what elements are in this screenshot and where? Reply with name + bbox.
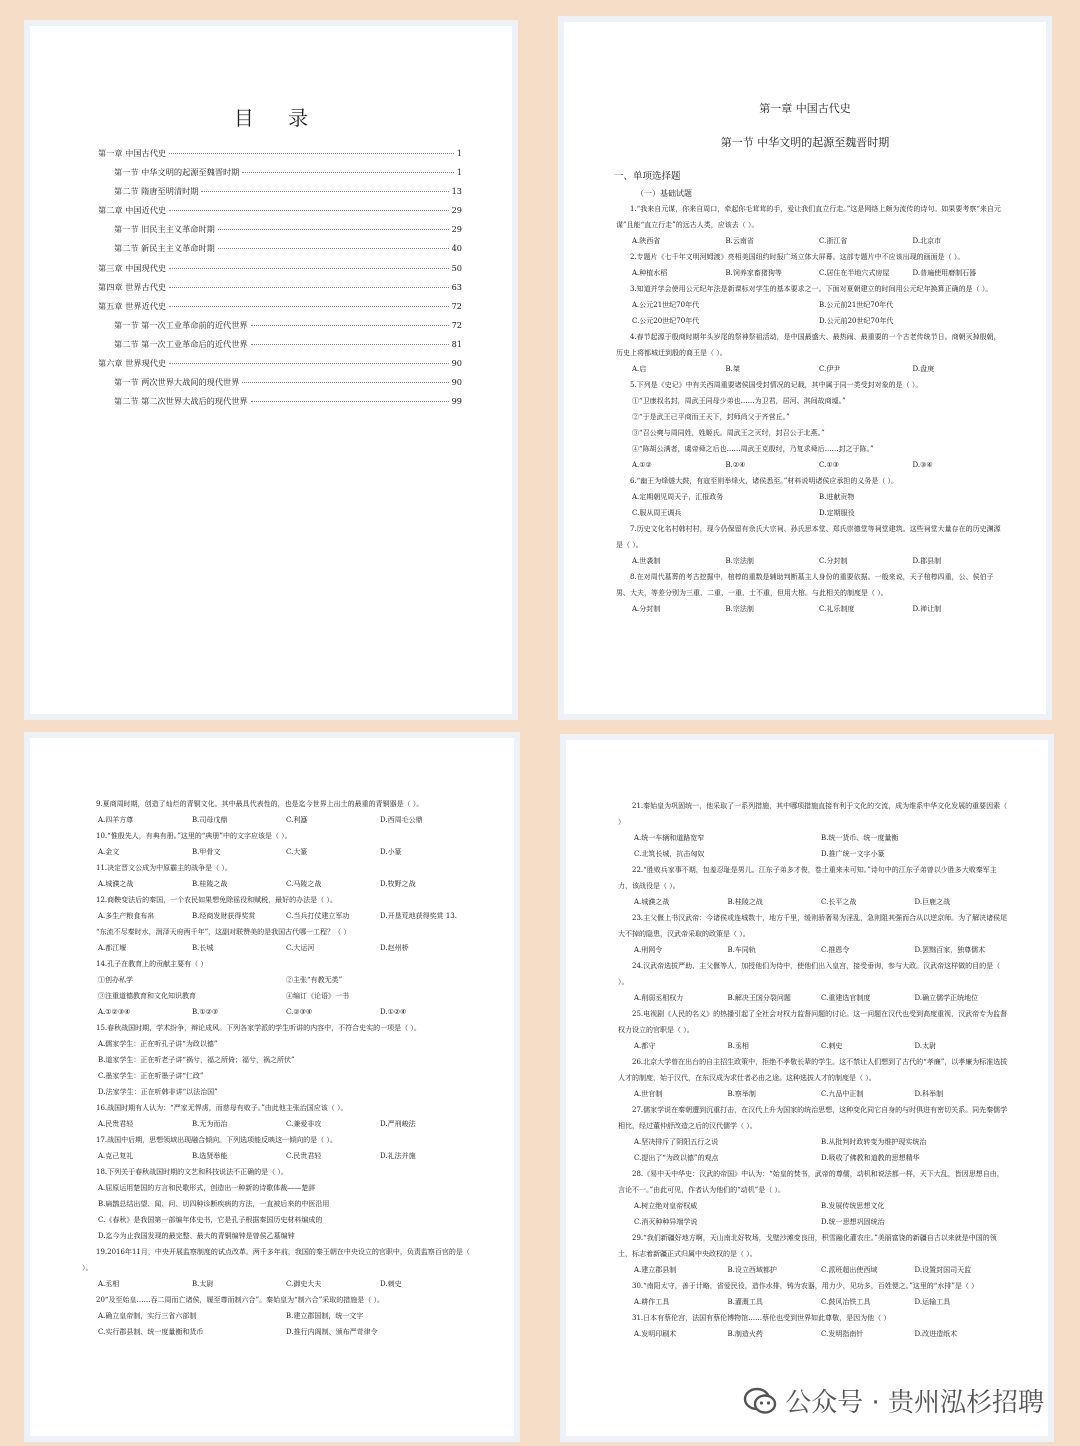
answer-option: B.制造火药 — [727, 1330, 763, 1338]
question-stem: 5.下列是《史记》中有关西周重要诸侯国受封情况的记载，其中属于同一类受封对象的是（ ）。 — [630, 381, 923, 389]
answer-option: A.都江堰 — [98, 944, 127, 952]
question-stem: 1.“我来自元谋，你来自周口，牵起你毛茸茸的手，爱让我们直立行走。”这是网络上颇为流传的诗句。如果要考察“来自元谋”且能“直立行走”的远古人类，应该去（ ）。 — [616, 205, 1001, 229]
question-stem: 19.2016年11月，中央开展监察制度的试点改革。两千多年前，我国的秦王朝在中央设立的官职中，负责监察百官的是（ ）。 — [82, 1248, 470, 1272]
answer-option: B.灌溉工具 — [727, 1298, 763, 1306]
answer-option: B.察举制 — [727, 1090, 756, 1098]
toc-entry-page: 90 — [451, 377, 462, 388]
answer-option: A.确立皇帝制，实行三省六部制 — [98, 1312, 197, 1320]
answer-option: A.四羊方尊 — [98, 816, 134, 824]
answer-options — [616, 361, 1006, 377]
toc-leader-dots — [218, 248, 449, 249]
toc-entry-page: 1 — [456, 167, 462, 178]
answer-option: C.民贵君轻 — [286, 1152, 322, 1160]
answer-option: A.树立绝对皇帝权威 — [634, 1202, 698, 1210]
answer-option: B.云南省 — [725, 237, 754, 245]
answer-option: C.御史大夫 — [286, 1280, 322, 1288]
answer-option: D.科举制 — [914, 1090, 944, 1098]
answer-options — [616, 313, 1006, 329]
toc-entry[interactable] — [98, 182, 462, 201]
toc-leader-dots — [251, 325, 449, 326]
answer-option: A.金文 — [98, 848, 120, 856]
toc-leader-dots — [251, 344, 449, 345]
question-stem: “东流不尽秦时水，润泽天府两千年”，这副对联赞美的是我国古代哪一工程？（ ） — [96, 928, 351, 936]
question-stem: 18.下列关于春秋战国时期的文艺和科技说法不正确的是（ ）。 — [96, 1168, 288, 1176]
answer-option: D.严刑峻法 — [380, 1120, 416, 1128]
toc-entry-title: 第二章 中国近代史 — [98, 205, 167, 216]
answer-option: C.长平之战 — [821, 898, 857, 906]
toc-entry[interactable] — [98, 144, 462, 163]
answer-options — [618, 1198, 1008, 1214]
answer-option: D.赵州桥 — [380, 944, 409, 952]
answer-option: A.城濮之战 — [634, 898, 670, 906]
answer-option: A.世袭制 — [632, 557, 661, 565]
answer-option: B.桀 — [725, 365, 740, 373]
question-stem: 10.“惟殷先人，有典有册。”这里的“典册”中的文字应该是（ ）。 — [96, 832, 292, 840]
answer-option: D.巨鹿之战 — [914, 898, 951, 906]
answer-option: A.丞相 — [98, 1280, 120, 1288]
section-title: 第一节 中华文明的起源至魏晋时期 — [720, 136, 890, 149]
answer-option: B.设立西域都护 — [727, 1266, 777, 1274]
answer-option: D.小篆 — [380, 848, 402, 856]
answer-options — [82, 1324, 474, 1340]
answer-option: C.刺史 — [821, 1042, 843, 1050]
answer-options — [616, 553, 1006, 569]
answer-option: D.确立儒学正统地位 — [914, 994, 979, 1002]
answer-option: A.民贵君轻 — [98, 1120, 134, 1128]
question-stem: 2.专题片《七千年文明河姆渡》亮相美国纽约时报广场立体大屏幕。这部专题片中不应该出现的画面是（ ）。 — [630, 253, 965, 261]
answer-option: A.耕作工具 — [634, 1298, 670, 1306]
question-stem: 21.秦始皇为巩固统一，他采取了一系列措施，其中哪项措施直接有利于文化的交流，成为维系中华文化发展的重要因素（ ） — [618, 802, 1008, 826]
toc-entry-page: 13 — [451, 186, 462, 197]
question-option-line: A.儒家学生：正在听孔子讲“为政以德” — [98, 1040, 218, 1048]
answer-options — [616, 489, 1006, 505]
answer-option: B.公元前21世纪70年代 — [819, 301, 894, 309]
answer-option: C.推恩令 — [821, 946, 850, 954]
answer-option: A.定期朝见周天子，汇报政务 — [632, 493, 724, 501]
toc-entry-page: 1 — [456, 148, 462, 158]
question-stem: 27.儒家学说在秦朝遭到沉重打击，在汉代上升为国家的统治思想，这种变化同它自身的与时俱进有密切关系。同先秦儒学相比，经过董仲舒改造之后的汉代儒学（ ）。 — [618, 1106, 1008, 1130]
answer-option: C.实行郡县制、统一度量衡和货币 — [98, 1328, 204, 1336]
answer-option: C.马陵之战 — [286, 880, 322, 888]
toc-entry-title: 第四章 世界古代史 — [98, 281, 167, 292]
question-option-line: B.道家学生：正在听老子讲“祸兮，福之所倚；福兮，祸之所伏” — [98, 1056, 295, 1064]
answer-options — [82, 844, 474, 860]
answer-option: A.坚决排斥了阴阳五行之说 — [634, 1138, 719, 1146]
question-list — [616, 201, 1006, 617]
answer-option: D.定期服役 — [819, 509, 855, 517]
wechat-official-account-icon — [743, 1386, 777, 1416]
question-stem: 28.《易中天中华史：汉武的帝国》中认为：“始皇的焚书，武帝的尊儒，动机和说法都一样，天下大乱，皆因思想自由，言论不一。”由此可见，作者认为他们的“动机”是（ ）。 — [618, 1170, 1004, 1194]
answer-option: B.太尉 — [192, 1280, 214, 1288]
answer-option: C.伊尹 — [819, 365, 841, 373]
toc-entry-title: 第五章 世界近代史 — [98, 300, 167, 311]
toc-entry-page: 63 — [451, 281, 462, 292]
answer-options — [618, 1214, 1008, 1230]
question-option-line: ①“卫康叔名封，周武王同母少弟也……为卫君，居河、淇间故商墟。” — [632, 397, 846, 405]
answer-options — [616, 297, 1006, 313]
toc-entry-title: 第三章 中国现代史 — [98, 262, 167, 273]
question-stem: 26.北京大学曾在出台的自主招生政策中，拒绝不孝敬长辈的学生。这不禁让人们想到了古代的“孝廉”，以孝廉为标准选拔人才的制度，始于汉代，在东汉成为求仕者必由之途。这种选拔人才的制度是（ ）。 — [618, 1058, 1008, 1082]
answer-options — [82, 972, 474, 988]
answer-option: D.普遍使用磨制石器 — [912, 269, 977, 277]
answer-option: D.推广统一文字小篆 — [821, 850, 885, 858]
toc-page — [30, 26, 512, 714]
toc-leader-dots — [169, 210, 448, 211]
toc-entry[interactable] — [98, 335, 462, 354]
answer-option: A.削弱丞相权力 — [634, 994, 684, 1002]
toc-entry[interactable] — [98, 392, 462, 411]
toc-leader-dots — [169, 153, 454, 154]
answer-options — [616, 457, 1006, 473]
question-option-line: A.屈原运用楚国的方言和民歌形式，创造出一种新的诗歌体裁——楚辞 — [98, 1184, 316, 1192]
watermark — [743, 1382, 1044, 1419]
answer-option: A.世官制 — [634, 1090, 663, 1098]
toc-leader-dots — [242, 382, 448, 383]
answer-options — [618, 1086, 1008, 1102]
toc-entry-title: 第一节 中华文明的起源至魏晋时期 — [114, 167, 240, 178]
answer-option: A.城濮之战 — [98, 880, 134, 888]
answer-option: C.②③④ — [286, 1008, 313, 1016]
answer-option: C.发明指南针 — [821, 1330, 864, 1338]
answer-options — [618, 1134, 1008, 1150]
answer-option: B.甲骨文 — [192, 848, 221, 856]
answer-option: D.罢黜百家，独尊儒术 — [914, 946, 986, 954]
answer-options — [618, 846, 1008, 862]
answer-option: D.礼法并施 — [380, 1152, 416, 1160]
toc-leader-dots — [242, 172, 453, 173]
answer-options — [616, 265, 1006, 281]
answer-option: A.统一车辆和道路宽窄 — [634, 834, 705, 842]
question-stem: 3.知道并学会使用公元纪年法是新课标对学生的基本要求之一。下面对夏朝建立的时间用公元纪年换算正确的是（ ）。 — [630, 285, 993, 293]
answer-options — [618, 1038, 1008, 1054]
toc-entry[interactable] — [98, 316, 462, 335]
toc-entry[interactable] — [98, 297, 462, 316]
question-option-line: ③“召公奭与周同姓，姓姬氏。周武王之灭纣，封召公于北燕。” — [632, 429, 825, 437]
question-stem: 12.商鞅变法后的秦国，一个农民如果想免除徭役和赋税，最好的办法是（ ）。 — [96, 896, 337, 904]
answer-option: C.北筑长城，抗击匈奴 — [634, 850, 705, 858]
watermark-text: 公众号 · 贵州泓杉招聘 — [785, 1388, 1044, 1418]
toc-leader-dots — [251, 401, 449, 402]
answer-option: A.分封制 — [632, 605, 661, 613]
answer-option: B.饲养家畜猪狗等 — [725, 269, 782, 277]
toc-leader-dots — [218, 229, 449, 230]
answer-option: A.发明印刷术 — [634, 1330, 677, 1338]
question-option-line: C.《春秋》是我国第一部编年体史书，它是孔子根据秦国历史材料编成的 — [98, 1216, 323, 1224]
answer-option: D.北京市 — [912, 237, 942, 245]
answer-option: D.设置封国司天监 — [914, 1266, 972, 1274]
toc-entry[interactable] — [98, 239, 462, 258]
question-stem: 25.电视剧《人民的名义》的热播引起了全社会对权力监督问题的讨论。这一问题在汉代也受到高度重视，汉武帝专为监督权力设立的官职是（ ）。 — [618, 1010, 1008, 1034]
question-stem: 11.决定晋文公成为中原霸主的战争是（ ）。 — [96, 864, 232, 872]
toc-entry-page: 81 — [451, 338, 462, 349]
toc-leader-dots — [169, 268, 448, 269]
toc-entry[interactable] — [98, 201, 462, 220]
toc-entry-title: 第一节 第一次工业革命前的近代世界 — [114, 319, 248, 330]
question-stem: 20“及至始皇……吞二周而亡诸侯，履至尊而制六合”。秦始皇为“制六合”采取的措施是（ ）。 — [96, 1296, 384, 1304]
answer-options — [82, 988, 474, 1004]
answer-option: B.经商发财获得奖赏 — [192, 912, 256, 920]
toc-entry-page: 72 — [451, 300, 462, 311]
content-page-1 — [564, 22, 1046, 714]
answer-option: D.牧野之战 — [380, 880, 416, 888]
answer-option: B.丞相 — [727, 1042, 749, 1050]
answer-options — [82, 908, 474, 924]
question-stem: 23.主父偃上书汉武帝：今诸侯或连城数十，地方千里，缓则骄奢易为淫乱，急则阻其强而合从以逆京师。为了解决诸侯尾大不掉的隐患，汉武帝采取的政策是（ ）。 — [618, 914, 1008, 938]
answer-option: C.礼乐制度 — [819, 605, 855, 613]
answer-option: B.选贤举能 — [192, 1152, 228, 1160]
question-stem: 22.“胜败兵家事不期，包羞忍耻是男儿。江东子弟多才俊，卷土重来未可知。”诗句中的江东子弟曾以少胜多大败秦军主力，该战役是（ ）。 — [618, 866, 997, 890]
answer-option: C.大运河 — [286, 944, 315, 952]
answer-option: A.启 — [632, 365, 647, 373]
answer-option: C.服从周王调兵 — [632, 509, 682, 517]
answer-option: B.车同轨 — [727, 946, 756, 954]
question-stem: 17.战国中后期，思想领域出现融合倾向。下列选项能反映这一倾向的是（ ）。 — [96, 1136, 337, 1144]
answer-option: D.推行内阁制、颁布严苛律令 — [286, 1328, 378, 1336]
toc-entry-title: 第一章 中国古代史 — [98, 148, 167, 158]
question-stem: 4.春节起源于殷商时期年头岁尾的祭神祭祖活动，是中国最盛大、最热闹、最重要的一个古老传统节日。商朝灭掉殷朝，历史上将都城迁到殷的商王是（ ）。 — [616, 333, 1001, 357]
answer-option: D.吸收了佛教和道教的思想精华 — [821, 1154, 920, 1162]
toc-entry-title: 第六章 世界现代史 — [98, 358, 167, 369]
answer-options — [618, 1326, 1008, 1342]
answer-option: B.司母戊鼎 — [192, 816, 228, 824]
answer-option: A.多生产粮食布帛 — [98, 912, 155, 920]
answer-option: D.禅让制 — [912, 605, 942, 613]
answer-options — [618, 894, 1008, 910]
answer-option: B.①②③ — [192, 1008, 219, 1016]
answer-option: C.提出了“为政以德”的观点 — [634, 1154, 719, 1162]
answer-option: B.②④ — [725, 461, 746, 469]
answer-options — [616, 601, 1006, 617]
toc-entry-title: 第二节 隋唐至明清时期 — [114, 186, 199, 197]
question-stem: 6.“幽王为烽燧大鼓，有寇至则举烽火，诸侯悉至。”材料说明诸侯应承担的义务是（ ）。 — [630, 477, 899, 485]
answer-option: D.公元前20世纪70年代 — [819, 317, 894, 325]
answer-option: ③注重道德教育和文化知识教育 — [98, 992, 196, 1000]
toc-leader-dots — [169, 287, 448, 288]
answer-option: ②主张“有教无类” — [286, 976, 343, 984]
question-type-heading: 一、单项选择题 — [614, 171, 681, 182]
toc-entry[interactable] — [98, 373, 462, 392]
answer-option: C.九品中正制 — [821, 1090, 864, 1098]
question-stem: 31.日本有蔡伦宫，法国有蔡伦博物馆……蔡伦也受到世界如此尊敬，是因为他（ ） — [632, 1314, 891, 1322]
answer-option: D.改进造纸术 — [914, 1330, 958, 1338]
question-stem: 30.“南阳太守，善于计略，省爱民役，造作水排，铸为农器，用力少，见功多，百姓便之。”这里的“水排”是（ ） — [632, 1282, 979, 1290]
answer-option: B.进献贡物 — [819, 493, 855, 501]
toc-entry-page: 40 — [451, 243, 462, 254]
question-option-line: B.扁鹊总结出望、闻、问、切四种诊断疾病的方法，一直被后来的中医沿用 — [98, 1200, 330, 1208]
toc-entry-page: 29 — [451, 205, 462, 216]
question-stem: 16.战国时期有人认为：“严家无悍虏，而慈母有败子。”由此他主张治国应该（ ）。 — [96, 1104, 348, 1112]
answer-options — [618, 990, 1008, 1006]
toc-entry[interactable] — [98, 220, 462, 239]
answer-option: C.利簋 — [286, 816, 308, 824]
answer-option: A.①② — [632, 461, 652, 469]
answer-option: A.都守 — [634, 1042, 656, 1050]
answer-options — [82, 1308, 474, 1324]
answer-options — [82, 876, 474, 892]
answer-options — [82, 940, 474, 956]
toc-entry-title: 第二节 第二次世界大战后的现代世界 — [114, 396, 248, 407]
answer-option: B.无为而治 — [192, 1120, 228, 1128]
answer-options — [82, 1276, 474, 1292]
answer-options — [82, 1116, 474, 1132]
toc-title: 目 录 — [233, 106, 323, 130]
answer-option: C.公元20世纪70年代 — [632, 317, 700, 325]
sub-heading: （一）基础试题 — [636, 189, 692, 198]
answer-option: ①创办私学 — [98, 976, 133, 984]
question-stem: 7.历史文化名村韩村村，现今仍保留有余氏大宗祠、孙氏思本堂、郑氏崇德堂等祠堂建筑。这些祠堂大量存在的历史渊源是（ ）。 — [616, 525, 1001, 549]
question-stem: 14.孔子在教育上的贡献主要有（ ） — [96, 960, 208, 968]
answer-options — [616, 233, 1006, 249]
question-option-line: D.法家学生：正在听韩非讲“以法治国” — [98, 1088, 218, 1096]
answer-option: D.盘庚 — [912, 365, 935, 373]
answer-option: D.刺史 — [380, 1280, 402, 1288]
question-stem: 9.夏商周时期，创造了灿烂的青铜文化。其中最具代表性的，也是迄今世界上出土的最重的青铜器是（ ）。 — [96, 800, 424, 808]
answer-options — [82, 1148, 474, 1164]
toc-entry-page: 90 — [451, 358, 462, 369]
answer-option: B.发展传统思想文化 — [821, 1202, 885, 1210]
toc-entry-page: 72 — [451, 319, 462, 330]
answer-option: A.克己复礼 — [98, 1152, 134, 1160]
question-stem: 8.在对周代墓葬的考古挖掘中，棺椁的重数是辅助判断墓主人身份的重要依据。一般来说，天子棺椁四重，公、侯伯子男、大夫，等差分别为三重、二重、一重、士不重，但用大棺。与此相关的制度是（ ）。 — [616, 573, 994, 597]
toc-leader-dots — [169, 306, 448, 307]
question-list — [618, 798, 1008, 1342]
chapter-title: 第一章 中国古代史 — [759, 102, 851, 115]
answer-option: D.太尉 — [914, 1042, 937, 1050]
toc-entry[interactable] — [98, 163, 462, 182]
toc-leader-dots — [201, 191, 448, 192]
question-option-line: D.迄今为止我国发现的最完整、最大的青铜编钟是曾侯乙墓编钟 — [98, 1232, 295, 1240]
answer-option: D.③④ — [912, 461, 933, 469]
answer-option: D.①②④ — [380, 1008, 407, 1016]
toc-leader-dots — [169, 363, 448, 364]
question-stem: 29.“我们新疆好地方啊，天山南北好牧场，戈壁沙滩变良田，积雪融化灌农庄。”美丽富饶的新疆自古以来就是中国的领土，标志着新疆正式归属中央政权的是（ ）。 — [618, 1234, 997, 1258]
toc-entry-title: 第二节 新民主主义革命时期 — [114, 243, 215, 254]
toc-entry-title: 第二节 第一次工业革命后的近代世界 — [114, 338, 248, 349]
toc-entry[interactable] — [98, 354, 462, 373]
answer-option: C.兼爱非攻 — [286, 1120, 322, 1128]
answer-option: C.消灭种种异端学说 — [634, 1218, 698, 1226]
toc-entry-page: 50 — [451, 262, 462, 273]
answer-option: C.①③ — [819, 461, 839, 469]
answer-options — [618, 1150, 1008, 1166]
answer-option: D.郡县制 — [912, 557, 942, 565]
question-list — [82, 796, 474, 1340]
question-option-line: C.墨家学生：正在听墨子讲“仁政” — [98, 1072, 204, 1080]
answer-options — [618, 830, 1008, 846]
answer-option: D.统一思想巩固统治 — [821, 1218, 885, 1226]
answer-options — [82, 812, 474, 828]
content-page-3 — [566, 740, 1048, 1436]
answer-option: B.统一货币、统一度量衡 — [821, 834, 899, 842]
answer-option: C.当兵打仗建立军功 — [286, 912, 350, 920]
answer-option: B.建立郡国制，统一文字 — [286, 1312, 364, 1320]
answer-option: D.西周毛公鼎 — [380, 816, 423, 824]
content-page-2 — [30, 738, 514, 1436]
answer-options — [618, 1262, 1008, 1278]
toc-entry-title: 第一节 旧民主主义革命时期 — [114, 224, 215, 235]
answer-option: C.大篆 — [286, 848, 308, 856]
answer-option: A.种植水稻 — [632, 269, 668, 277]
answer-option: A.刑网令 — [634, 946, 663, 954]
answer-option: C.派班超出使西域 — [821, 1266, 878, 1274]
question-option-line: ④“陈胡公满者，虞帝舜之后也……周武王克殷纣，乃复求舜后……封之于陈。” — [632, 445, 874, 453]
toc-entry[interactable] — [98, 259, 462, 278]
answer-options — [82, 1004, 474, 1020]
answer-option: C.重建选官制度 — [821, 994, 871, 1002]
answer-option: A.建立郡县制 — [634, 1266, 677, 1274]
toc-entry-page: 99 — [451, 396, 462, 407]
question-option-line: ②“于是武王已平商而王天下，封师尚父于齐营丘。” — [632, 413, 790, 421]
answer-options — [618, 942, 1008, 958]
question-stem: 24.汉武帝选拔严助、主父偃等人，加授他们为侍中，使他们出入皇宫，接受垂询，参与大政。汉武帝这样做的目的是（ ）。 — [618, 962, 1001, 986]
answer-option: B.从批判时政转变为维护现实统治 — [821, 1138, 927, 1146]
toc-list — [98, 144, 462, 411]
answer-option: B.宗法制 — [725, 605, 754, 613]
answer-option: C.分封制 — [819, 557, 848, 565]
answer-option: C.浙江省 — [819, 237, 848, 245]
answer-option: A.陕西省 — [632, 237, 661, 245]
answer-option: D.开垦荒地获得奖赏 13. — [380, 912, 457, 920]
answer-option: D.运输工具 — [914, 1298, 951, 1306]
answer-option: B.解决王国分裂问题 — [727, 994, 791, 1002]
answer-option: B.桂陵之战 — [192, 880, 228, 888]
toc-entry-page: 29 — [451, 224, 462, 235]
question-stem: 15.春秋战国时期，学术纷争，辩论成风。下列各家学派的学生听讲的内容中，不符合史实的一项是（ ）。 — [96, 1024, 421, 1032]
answer-options — [616, 505, 1006, 521]
answer-option: C.居住在半地穴式房屋 — [819, 269, 890, 277]
answer-option: C.鼓风冶铁工具 — [821, 1298, 871, 1306]
answer-option: B.桂陵之战 — [727, 898, 763, 906]
answer-option: ④编订《论语》一书 — [286, 992, 349, 1000]
toc-entry-title: 第一节 两次世界大战间的现代世界 — [114, 377, 240, 388]
answer-option: B.长城 — [192, 944, 214, 952]
answer-option: A.公元21世纪70年代 — [632, 301, 700, 309]
answer-options — [618, 1294, 1008, 1310]
toc-entry[interactable] — [98, 278, 462, 297]
answer-option: A.①②③④ — [98, 1008, 131, 1016]
answer-option: B.宗法制 — [725, 557, 754, 565]
